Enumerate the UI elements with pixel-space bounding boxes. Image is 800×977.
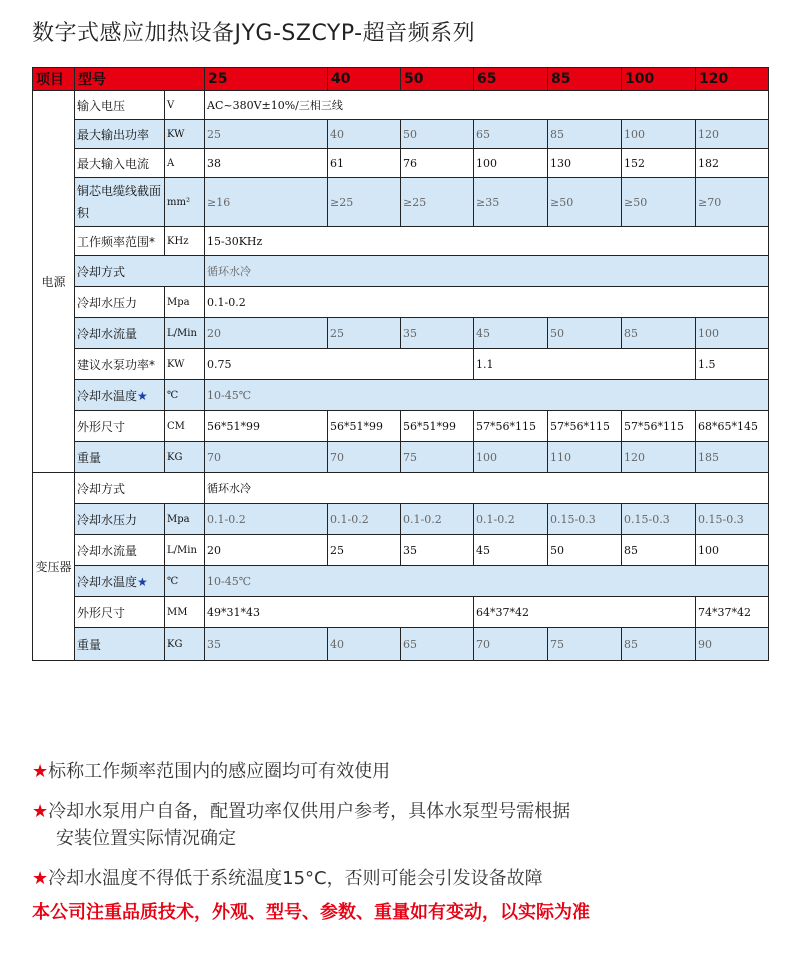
row-name [75, 318, 165, 349]
row-value: 45 [474, 535, 548, 566]
row-name [75, 178, 165, 227]
row-name-text: 冷却水压力 [77, 512, 138, 527]
row-value: 35 [401, 535, 474, 566]
table-row [33, 120, 769, 149]
row-value: 74*37*42 [696, 597, 769, 628]
header-model-50: 50 [401, 68, 474, 91]
row-value: 1.1 [474, 349, 696, 380]
row-value: 70 [474, 628, 548, 661]
note-text: 冷却水温度不得低于系统温度15°C，否则可能会引发设备故障 [48, 868, 543, 889]
note-text: 标称工作频率范围内的感应圈均可有效使用 [48, 761, 391, 782]
notes-section [32, 758, 777, 925]
table-row [33, 380, 769, 411]
row-unit: Mpa [165, 504, 205, 535]
row-unit: mm² [165, 178, 205, 227]
row-unit: KG [165, 442, 205, 473]
row-value: 85 [622, 628, 696, 661]
row-name [75, 120, 165, 149]
disclaimer: 本公司注重品质技术，外观、型号、参数、重量如有变动，以实际为准 [32, 902, 590, 923]
row-value: 25 [328, 318, 401, 349]
row-value: 56*51*99 [205, 411, 328, 442]
row-value: 15-30KHz [205, 227, 769, 256]
row-name [75, 256, 205, 287]
row-value: 49*31*43 [205, 597, 474, 628]
row-value: 0.1-0.2 [474, 504, 548, 535]
row-value: 64*37*42 [474, 597, 696, 628]
header-model: 型号 [75, 68, 205, 91]
row-name-text: 冷却水压力 [77, 295, 138, 310]
row-value: 0.1-0.2 [205, 287, 769, 318]
row-value: 100 [696, 318, 769, 349]
header-model-25: 25 [205, 68, 328, 91]
table-row [33, 149, 769, 178]
table-row [33, 535, 769, 566]
row-value: 100 [622, 120, 696, 149]
row-name-text: 输入电压 [77, 98, 126, 113]
table-row [33, 349, 769, 380]
row-value: 25 [328, 535, 401, 566]
table-row [33, 91, 769, 120]
row-value: 10-45℃ [205, 566, 769, 597]
row-value: ≥25 [328, 178, 401, 227]
red-star-icon: ★ [32, 801, 49, 822]
row-value: 130 [548, 149, 622, 178]
table-row [33, 318, 769, 349]
table-row [33, 566, 769, 597]
row-name-text: 最大输入电流 [77, 156, 150, 171]
row-unit: A [165, 149, 205, 178]
row-value: 85 [548, 120, 622, 149]
row-value: ≥50 [622, 178, 696, 227]
row-unit: CM [165, 411, 205, 442]
row-value: 0.1-0.2 [328, 504, 401, 535]
red-star-icon: ★ [32, 761, 49, 782]
row-value: 90 [696, 628, 769, 661]
row-value: 20 [205, 535, 328, 566]
note-text-continued: 安装位置实际情况确定 [56, 828, 236, 849]
row-name [75, 442, 165, 473]
table-row [33, 473, 769, 504]
row-value: 0.15-0.3 [548, 504, 622, 535]
row-value: 0.15-0.3 [696, 504, 769, 535]
row-value: 85 [622, 318, 696, 349]
row-value: 70 [328, 442, 401, 473]
header-model-120: 120 [696, 68, 769, 91]
row-value: AC~380V±10%/三相三线 [205, 91, 769, 120]
row-value: 50 [548, 318, 622, 349]
header-model-100: 100 [622, 68, 696, 91]
row-unit: KG [165, 628, 205, 661]
page-title: 数字式感应加热设备JYG-SZCYP-超音频系列 [32, 21, 476, 46]
row-name [75, 149, 165, 178]
row-value: ≥35 [474, 178, 548, 227]
row-value: ≥50 [548, 178, 622, 227]
row-name-text: 冷却水温度 [77, 574, 138, 589]
row-value: 25 [205, 120, 328, 149]
row-name-text: 外形尺寸 [77, 605, 126, 620]
row-value: 40 [328, 628, 401, 661]
row-unit: KW [165, 349, 205, 380]
row-value: 185 [696, 442, 769, 473]
row-value: ≥70 [696, 178, 769, 227]
row-unit: KHz [165, 227, 205, 256]
row-value: 56*51*99 [328, 411, 401, 442]
spec-table [32, 67, 769, 661]
row-name-text: 冷却水流量 [77, 326, 138, 341]
row-value: 57*56*115 [474, 411, 548, 442]
row-value: 120 [696, 120, 769, 149]
row-value: 57*56*115 [622, 411, 696, 442]
table-row [33, 287, 769, 318]
blue-star-icon: ★ [137, 574, 148, 589]
table-row [33, 597, 769, 628]
table-body [33, 91, 769, 661]
row-name-text: 最大输出功率 [77, 127, 150, 142]
row-value: 0.75 [205, 349, 474, 380]
table-row [33, 256, 769, 287]
row-unit: V [165, 91, 205, 120]
row-name [75, 566, 165, 597]
row-name [75, 287, 165, 318]
row-value: 75 [401, 442, 474, 473]
row-value: ≥16 [205, 178, 328, 227]
row-unit: L/Min [165, 535, 205, 566]
row-unit: ℃ [165, 566, 205, 597]
row-name-text: 冷却水流量 [77, 543, 138, 558]
row-name [75, 473, 205, 504]
note-text: 冷却水泵用户自备，配置功率仅供用户参考，具体水泵型号需根据 [48, 801, 571, 822]
header-model-65: 65 [474, 68, 548, 91]
row-unit: MM [165, 597, 205, 628]
row-name-text: 重量 [77, 450, 102, 465]
row-unit: ℃ [165, 380, 205, 411]
row-value: 45 [474, 318, 548, 349]
group-label-transformer: 变压器 [33, 473, 75, 661]
row-value: 68*65*145 [696, 411, 769, 442]
row-value: 0.1-0.2 [401, 504, 474, 535]
row-value: 10-45℃ [205, 380, 769, 411]
row-name-text: 冷却水温度 [77, 388, 138, 403]
row-value: 75 [548, 628, 622, 661]
row-value: ≥25 [401, 178, 474, 227]
row-value: 0.1-0.2 [205, 504, 328, 535]
header-item: 项目 [33, 68, 75, 91]
row-unit: L/Min [165, 318, 205, 349]
row-name-text: 建议水泵功率* [77, 357, 156, 372]
header-model-85: 85 [548, 68, 622, 91]
row-value: 110 [548, 442, 622, 473]
row-value: 56*51*99 [401, 411, 474, 442]
row-name [75, 227, 165, 256]
row-value: 65 [474, 120, 548, 149]
row-value: 65 [401, 628, 474, 661]
row-name [75, 628, 165, 661]
row-unit: KW [165, 120, 205, 149]
row-value: 循环水冷 [205, 256, 769, 287]
row-value: 120 [622, 442, 696, 473]
row-value: 70 [205, 442, 328, 473]
row-name [75, 91, 165, 120]
row-value: 35 [401, 318, 474, 349]
row-name [75, 504, 165, 535]
row-unit: Mpa [165, 287, 205, 318]
header-model-40: 40 [328, 68, 401, 91]
row-value: 61 [328, 149, 401, 178]
row-value: 100 [474, 149, 548, 178]
table-row [33, 227, 769, 256]
row-name [75, 535, 165, 566]
row-value: 100 [696, 535, 769, 566]
row-value: 0.15-0.3 [622, 504, 696, 535]
row-name [75, 380, 165, 411]
note-item [32, 758, 777, 785]
table-header-row [33, 68, 769, 91]
row-name-text: 外形尺寸 [77, 419, 126, 434]
group-label-power: 电源 [33, 91, 75, 473]
row-name [75, 349, 165, 380]
row-value: 76 [401, 149, 474, 178]
table-row [33, 178, 769, 227]
row-value: 50 [548, 535, 622, 566]
table-row [33, 442, 769, 473]
row-name [75, 411, 165, 442]
table-row [33, 411, 769, 442]
table-row [33, 504, 769, 535]
row-name-text: 重量 [77, 637, 102, 652]
row-name-text: 铜芯电缆线截面积 [77, 184, 162, 220]
note-item [32, 865, 777, 892]
red-star-icon: ★ [32, 868, 49, 889]
row-value: 100 [474, 442, 548, 473]
row-value: 50 [401, 120, 474, 149]
blue-star-icon: ★ [137, 388, 148, 403]
row-value: 40 [328, 120, 401, 149]
table-row [33, 628, 769, 661]
note-item [32, 798, 777, 852]
row-value: 循环水冷 [205, 473, 769, 504]
row-value: 20 [205, 318, 328, 349]
row-name-text: 工作频率范围* [77, 234, 156, 249]
row-value: 38 [205, 149, 328, 178]
row-name [75, 597, 165, 628]
row-name-text: 冷却方式 [77, 481, 126, 496]
row-name-text: 冷却方式 [77, 264, 126, 279]
row-value: 35 [205, 628, 328, 661]
row-value: 152 [622, 149, 696, 178]
row-value: 57*56*115 [548, 411, 622, 442]
row-value: 182 [696, 149, 769, 178]
row-value: 85 [622, 535, 696, 566]
row-value: 1.5 [696, 349, 769, 380]
